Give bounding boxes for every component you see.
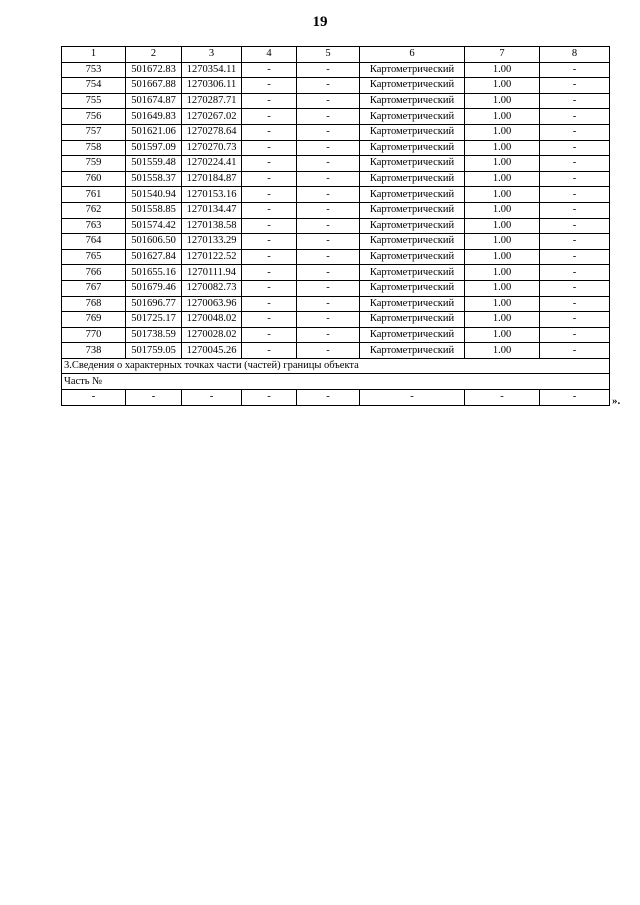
table-cell: 1.00 bbox=[465, 265, 540, 281]
table-cell: - bbox=[126, 390, 182, 406]
table-cell: 1270278.64 bbox=[182, 124, 242, 140]
table-cell: 501540.94 bbox=[126, 187, 182, 203]
table-cell: Картометрический bbox=[360, 312, 465, 328]
table-cell: 754 bbox=[62, 78, 126, 94]
table-cell: - bbox=[242, 218, 297, 234]
table-cell: 2 bbox=[126, 47, 182, 63]
table-cell: Картометрический bbox=[360, 234, 465, 250]
table-cell: - bbox=[242, 187, 297, 203]
table-cell: - bbox=[297, 156, 360, 172]
table-cell: - bbox=[540, 234, 610, 250]
table-cell: 1.00 bbox=[465, 156, 540, 172]
table-cell: - bbox=[297, 218, 360, 234]
table-cell: - bbox=[242, 156, 297, 172]
table-cell: Картометрический bbox=[360, 62, 465, 78]
table-cell: - bbox=[540, 187, 610, 203]
section-title: 3.Сведения о характерных точках части (частей) границы объекта bbox=[62, 358, 610, 374]
table-cell: - bbox=[242, 296, 297, 312]
table-cell: Картометрический bbox=[360, 93, 465, 109]
table-cell: - bbox=[297, 171, 360, 187]
table-cell: 1270133.29 bbox=[182, 234, 242, 250]
table-cell: 1.00 bbox=[465, 109, 540, 125]
table-cell: 501558.85 bbox=[126, 202, 182, 218]
table-cell: - bbox=[242, 312, 297, 328]
table-cell: - bbox=[540, 280, 610, 296]
table-cell: 501574.42 bbox=[126, 218, 182, 234]
table-cell: - bbox=[540, 109, 610, 125]
table-cell: 1 bbox=[62, 47, 126, 63]
table-cell: 501558.37 bbox=[126, 171, 182, 187]
table-cell: - bbox=[182, 390, 242, 406]
table-cell: - bbox=[297, 62, 360, 78]
part-label: Часть № bbox=[62, 374, 610, 390]
table-cell: 501559.48 bbox=[126, 156, 182, 172]
table-cell: 761 bbox=[62, 187, 126, 203]
table-cell: 1.00 bbox=[465, 62, 540, 78]
table-cell: 755 bbox=[62, 93, 126, 109]
table-cell: Картометрический bbox=[360, 124, 465, 140]
table-cell: - bbox=[297, 249, 360, 265]
table-cell: - bbox=[540, 124, 610, 140]
table-cell: - bbox=[297, 312, 360, 328]
table-cell: Картометрический bbox=[360, 218, 465, 234]
table-cell: - bbox=[242, 390, 297, 406]
table-cell: - bbox=[540, 218, 610, 234]
closing-mark: ». bbox=[612, 395, 621, 407]
table-cell: Картометрический bbox=[360, 327, 465, 343]
table-cell: 1.00 bbox=[465, 280, 540, 296]
table-cell: - bbox=[540, 296, 610, 312]
table-cell: 765 bbox=[62, 249, 126, 265]
table-cell: 1270134.47 bbox=[182, 202, 242, 218]
table-cell: 501649.83 bbox=[126, 109, 182, 125]
table-cell: 501667.88 bbox=[126, 78, 182, 94]
table-cell: 1.00 bbox=[465, 171, 540, 187]
table-cell: - bbox=[297, 390, 360, 406]
table-cell: Картометрический bbox=[360, 187, 465, 203]
table-cell: 501696.77 bbox=[126, 296, 182, 312]
table-row bbox=[62, 109, 610, 125]
table-cell: 757 bbox=[62, 124, 126, 140]
table-cell: 1270111.94 bbox=[182, 265, 242, 281]
table-cell: - bbox=[297, 93, 360, 109]
table-cell: 501627.84 bbox=[126, 249, 182, 265]
table-row bbox=[62, 62, 610, 78]
table-row bbox=[62, 249, 610, 265]
table-cell: - bbox=[540, 327, 610, 343]
page-number: 19 bbox=[312, 14, 328, 30]
part-label-row bbox=[62, 374, 610, 390]
table-cell: Картометрический bbox=[360, 249, 465, 265]
table-cell: 758 bbox=[62, 140, 126, 156]
table-cell: 1.00 bbox=[465, 218, 540, 234]
table-cell: Картометрический bbox=[360, 140, 465, 156]
table-cell: - bbox=[465, 390, 540, 406]
table-cell: - bbox=[297, 124, 360, 140]
points-table bbox=[61, 46, 610, 406]
table-cell: 1.00 bbox=[465, 78, 540, 94]
table-row bbox=[62, 280, 610, 296]
table-cell: - bbox=[242, 109, 297, 125]
table-row bbox=[62, 187, 610, 203]
table-cell: - bbox=[540, 62, 610, 78]
table-cell: - bbox=[242, 93, 297, 109]
table-cell: - bbox=[540, 78, 610, 94]
table-cell: 8 bbox=[540, 47, 610, 63]
table-row bbox=[62, 140, 610, 156]
table-cell: 1270153.16 bbox=[182, 187, 242, 203]
table-row bbox=[62, 156, 610, 172]
table-cell: - bbox=[242, 343, 297, 359]
table-cell: Картометрический bbox=[360, 202, 465, 218]
table-cell: - bbox=[360, 390, 465, 406]
table-row bbox=[62, 343, 610, 359]
table-cell: 501674.87 bbox=[126, 93, 182, 109]
table-cell: 1.00 bbox=[465, 124, 540, 140]
table-cell: - bbox=[242, 62, 297, 78]
table-cell: 501655.16 bbox=[126, 265, 182, 281]
table-cell: - bbox=[242, 202, 297, 218]
table-cell: - bbox=[62, 390, 126, 406]
table-cell: 770 bbox=[62, 327, 126, 343]
table-cell: - bbox=[242, 327, 297, 343]
table-cell: - bbox=[297, 78, 360, 94]
table-row bbox=[62, 202, 610, 218]
table-cell: 1270184.87 bbox=[182, 171, 242, 187]
table-cell: 753 bbox=[62, 62, 126, 78]
table-cell: - bbox=[540, 171, 610, 187]
header-row bbox=[62, 47, 610, 63]
empty-row bbox=[62, 390, 610, 406]
table-cell: 3 bbox=[182, 47, 242, 63]
table-cell: - bbox=[540, 202, 610, 218]
table-cell: - bbox=[297, 265, 360, 281]
table-cell: - bbox=[540, 140, 610, 156]
table-cell: 1270138.58 bbox=[182, 218, 242, 234]
table-cell: 501672.83 bbox=[126, 62, 182, 78]
table-cell: 763 bbox=[62, 218, 126, 234]
table-row bbox=[62, 296, 610, 312]
table-cell: Картометрический bbox=[360, 109, 465, 125]
table-cell: 760 bbox=[62, 171, 126, 187]
table-cell: - bbox=[242, 249, 297, 265]
table-cell: 1.00 bbox=[465, 202, 540, 218]
table-row bbox=[62, 124, 610, 140]
table-cell: 1.00 bbox=[465, 93, 540, 109]
table-cell: - bbox=[297, 109, 360, 125]
table-cell: Картометрический bbox=[360, 156, 465, 172]
table-cell: - bbox=[297, 187, 360, 203]
table-cell: 1270063.96 bbox=[182, 296, 242, 312]
table-cell: - bbox=[540, 156, 610, 172]
table-cell: - bbox=[242, 140, 297, 156]
table-cell: 1.00 bbox=[465, 249, 540, 265]
table-cell: Картометрический bbox=[360, 296, 465, 312]
table-cell: 769 bbox=[62, 312, 126, 328]
table-cell: 738 bbox=[62, 343, 126, 359]
table-cell: 1.00 bbox=[465, 234, 540, 250]
table-cell: - bbox=[297, 234, 360, 250]
table-row bbox=[62, 312, 610, 328]
table-cell: - bbox=[297, 343, 360, 359]
table-cell: 767 bbox=[62, 280, 126, 296]
table-row bbox=[62, 218, 610, 234]
table-cell: - bbox=[242, 78, 297, 94]
table-cell: - bbox=[242, 280, 297, 296]
table-cell: 501597.09 bbox=[126, 140, 182, 156]
table-row bbox=[62, 78, 610, 94]
table-cell: 1270048.02 bbox=[182, 312, 242, 328]
table-cell: 501621.06 bbox=[126, 124, 182, 140]
table-cell: 756 bbox=[62, 109, 126, 125]
table-cell: - bbox=[242, 265, 297, 281]
table-cell: 1270267.02 bbox=[182, 109, 242, 125]
table-cell: - bbox=[540, 93, 610, 109]
table-cell: - bbox=[540, 312, 610, 328]
table-cell: Картометрический bbox=[360, 78, 465, 94]
table-cell: - bbox=[242, 124, 297, 140]
table-cell: 1.00 bbox=[465, 343, 540, 359]
table-cell: Картометрический bbox=[360, 280, 465, 296]
table-cell: - bbox=[540, 249, 610, 265]
table-cell: 762 bbox=[62, 202, 126, 218]
table-cell: 501725.17 bbox=[126, 312, 182, 328]
table-cell: - bbox=[242, 234, 297, 250]
table-cell: 1270122.52 bbox=[182, 249, 242, 265]
section-title-row bbox=[62, 358, 610, 374]
table-cell: 1270270.73 bbox=[182, 140, 242, 156]
table-cell: 5 bbox=[297, 47, 360, 63]
table-cell: - bbox=[297, 202, 360, 218]
table-cell: - bbox=[540, 343, 610, 359]
table-cell: - bbox=[540, 265, 610, 281]
table-cell: - bbox=[242, 171, 297, 187]
table-cell: - bbox=[540, 390, 610, 406]
table-cell: 6 bbox=[360, 47, 465, 63]
table-cell: 1270287.71 bbox=[182, 93, 242, 109]
table-cell: - bbox=[297, 296, 360, 312]
table-row bbox=[62, 265, 610, 281]
table-row bbox=[62, 171, 610, 187]
table-row bbox=[62, 234, 610, 250]
table-cell: 759 bbox=[62, 156, 126, 172]
table-body bbox=[62, 47, 610, 406]
table-cell: - bbox=[297, 327, 360, 343]
table-cell: 764 bbox=[62, 234, 126, 250]
table-cell: 1270045.26 bbox=[182, 343, 242, 359]
table-cell: Картометрический bbox=[360, 343, 465, 359]
table-row bbox=[62, 93, 610, 109]
table-cell: - bbox=[297, 280, 360, 296]
table-cell: 1.00 bbox=[465, 296, 540, 312]
table-cell: 1270224.41 bbox=[182, 156, 242, 172]
table-cell: 768 bbox=[62, 296, 126, 312]
table-cell: 1.00 bbox=[465, 327, 540, 343]
table-cell: 1.00 bbox=[465, 312, 540, 328]
table-cell: 501759.05 bbox=[126, 343, 182, 359]
table-cell: Картометрический bbox=[360, 265, 465, 281]
table-cell: 1270082.73 bbox=[182, 280, 242, 296]
table-cell: 4 bbox=[242, 47, 297, 63]
table-cell: 1270028.02 bbox=[182, 327, 242, 343]
table-cell: 501679.46 bbox=[126, 280, 182, 296]
table-cell: 766 bbox=[62, 265, 126, 281]
table-cell: 1.00 bbox=[465, 140, 540, 156]
table-cell: 1270354.11 bbox=[182, 62, 242, 78]
table-cell: 501738.59 bbox=[126, 327, 182, 343]
table-cell: 1270306.11 bbox=[182, 78, 242, 94]
table-cell: 7 bbox=[465, 47, 540, 63]
table-cell: Картометрический bbox=[360, 171, 465, 187]
table-row bbox=[62, 327, 610, 343]
table-cell: 1.00 bbox=[465, 187, 540, 203]
table-cell: 501606.50 bbox=[126, 234, 182, 250]
table-cell: - bbox=[297, 140, 360, 156]
